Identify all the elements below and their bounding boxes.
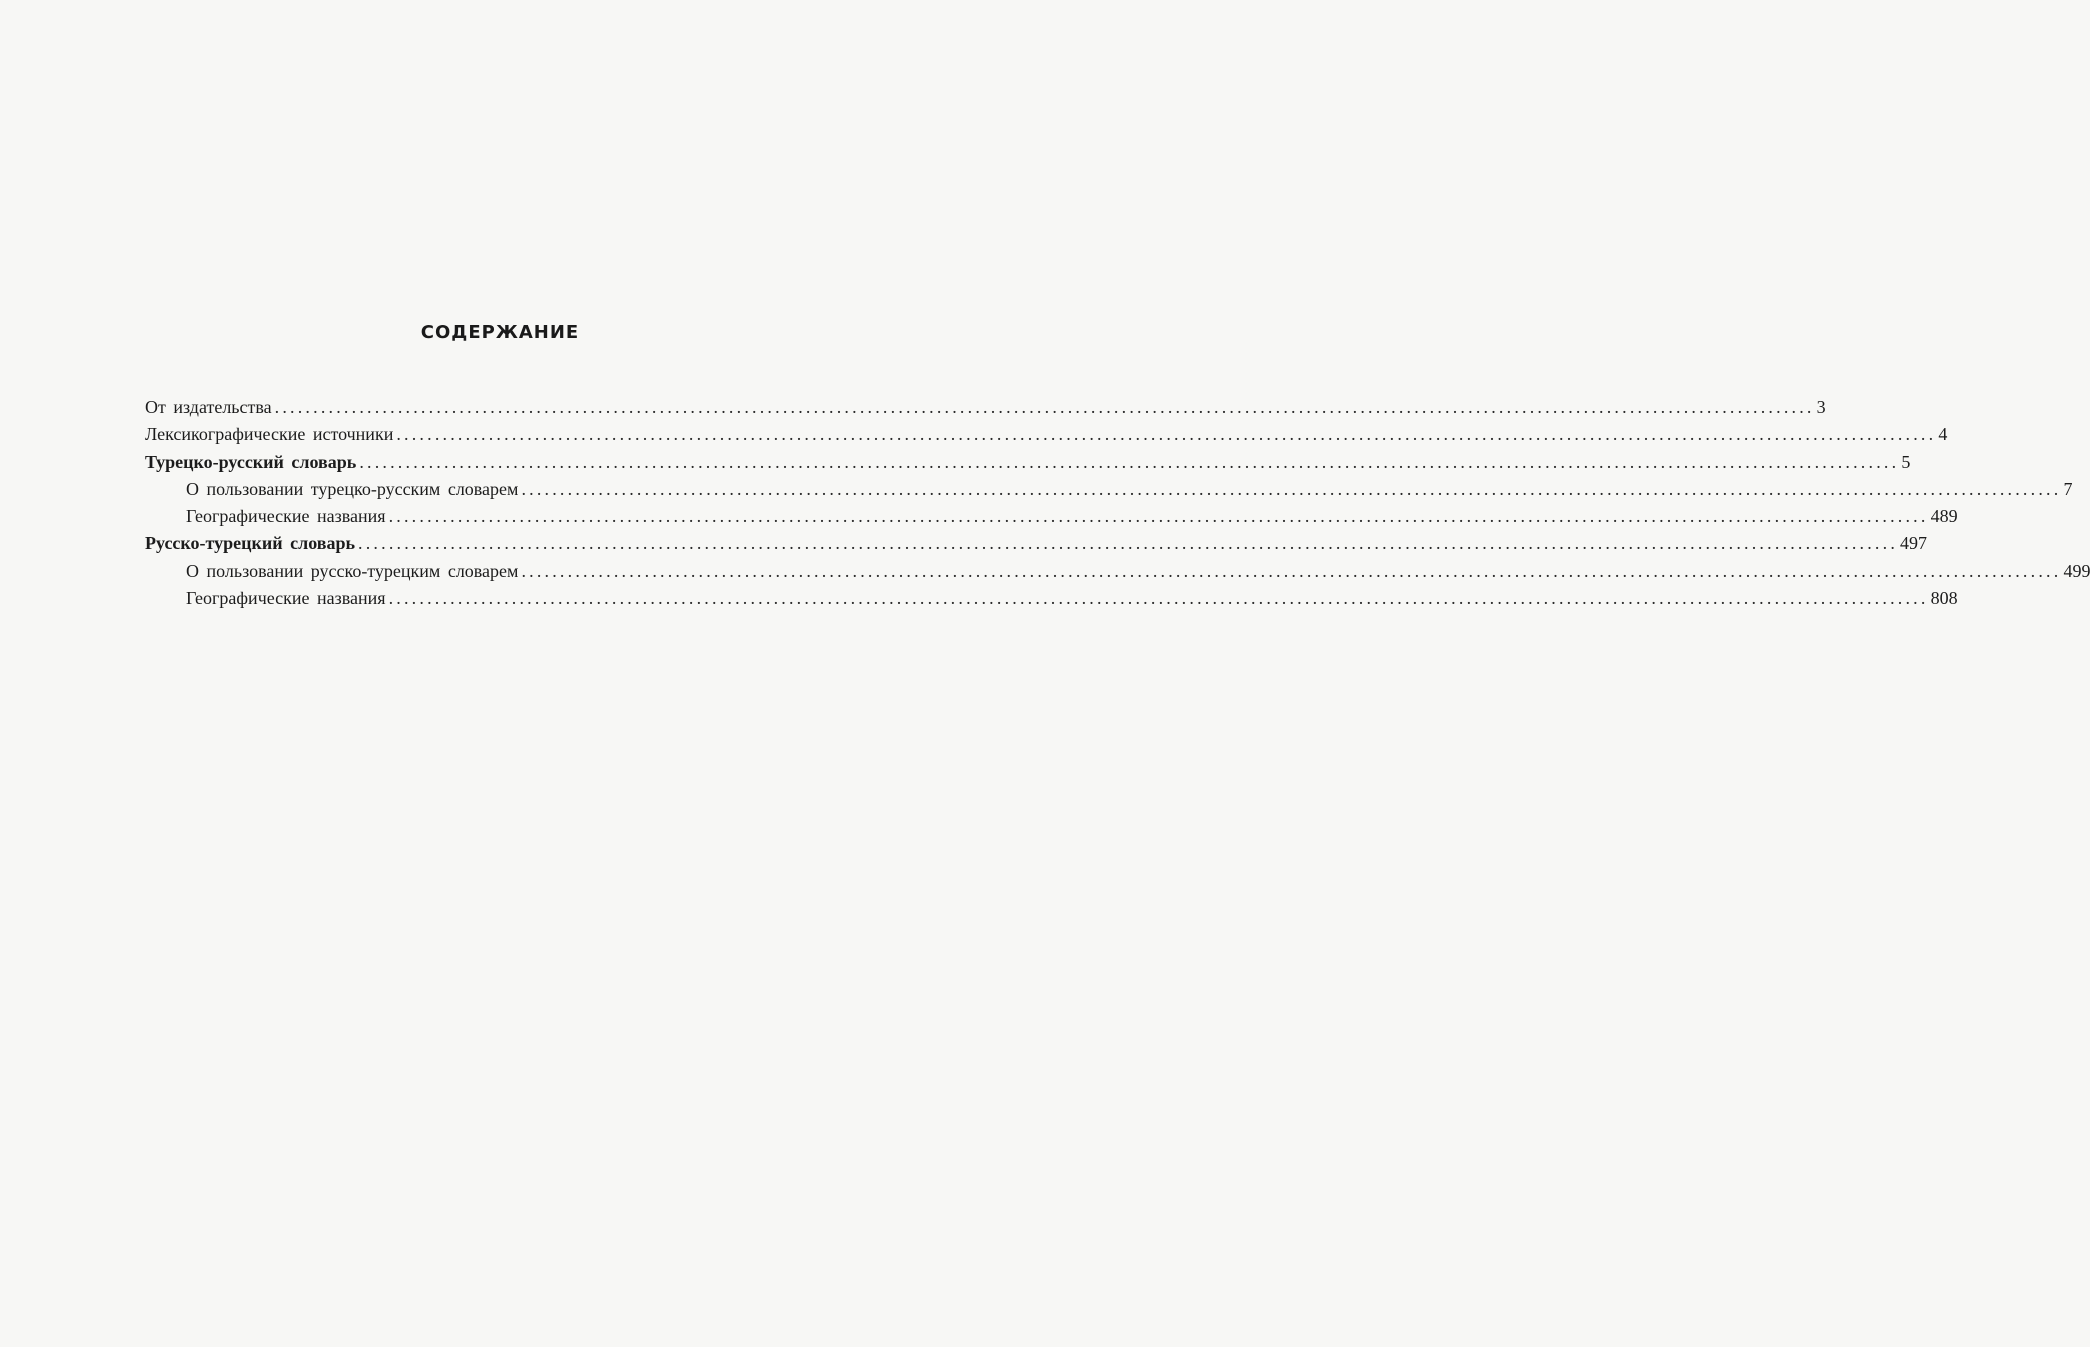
toc-dot-leader: ........................................................................................................................................................................................................ [521, 560, 2062, 581]
toc-entry-section [145, 530, 1928, 557]
toc-entry [145, 421, 1948, 448]
toc-dot-leader: ........................................................................................................................................................................................................ [521, 478, 2062, 499]
toc-entry [145, 394, 1826, 421]
toc-entry-label: Географические названия [186, 588, 386, 609]
toc-entry-label: От издательства [145, 397, 272, 417]
toc-dot-leader: ........................................................................................................................................................................................................ [396, 424, 1937, 445]
toc-dot-leader: ........................................................................................................................................................................................................ [388, 588, 1929, 609]
toc-entry-subsection [145, 585, 1958, 612]
toc-entry-subsection [145, 558, 2090, 585]
toc-entry-page: 808 [1930, 588, 1958, 609]
table-of-contents [145, 394, 2090, 612]
toc-entry-page: 499 [2063, 560, 2090, 581]
toc-entry-label: Турецко-русский словарь [145, 451, 357, 472]
toc-entry-label: Лексикографические источники [145, 424, 394, 445]
toc-entry-section [145, 449, 1911, 476]
toc-entry-page: 3 [1816, 397, 1826, 417]
toc-entry-label: Географические названия [186, 506, 386, 527]
toc-entry-label: О пользовании турецко-русским словарем [186, 478, 519, 499]
toc-dot-leader: ........................................................................................................................................................................................................ [274, 397, 1815, 417]
toc-entry-label: Русско-турецкий словарь [145, 533, 356, 554]
toc-entry-page: 489 [1930, 506, 1958, 527]
toc-entry-page: 4 [1938, 424, 1948, 445]
toc-entry-page: 5 [1901, 451, 1911, 472]
toc-entry-subsection [145, 476, 2073, 503]
toc-entry-page: 7 [2063, 478, 2073, 499]
toc-entry-label: О пользовании русско-турецким словарем [186, 560, 519, 581]
toc-entry-subsection [145, 503, 1958, 530]
toc-entry-page: 497 [1900, 533, 1928, 554]
toc-heading: СОДЕРЖАНИЕ [420, 322, 580, 343]
toc-dot-leader: ........................................................................................................................................................................................................ [359, 451, 1900, 472]
toc-dot-leader: ........................................................................................................................................................................................................ [358, 533, 1899, 554]
toc-dot-leader: ........................................................................................................................................................................................................ [388, 506, 1929, 527]
